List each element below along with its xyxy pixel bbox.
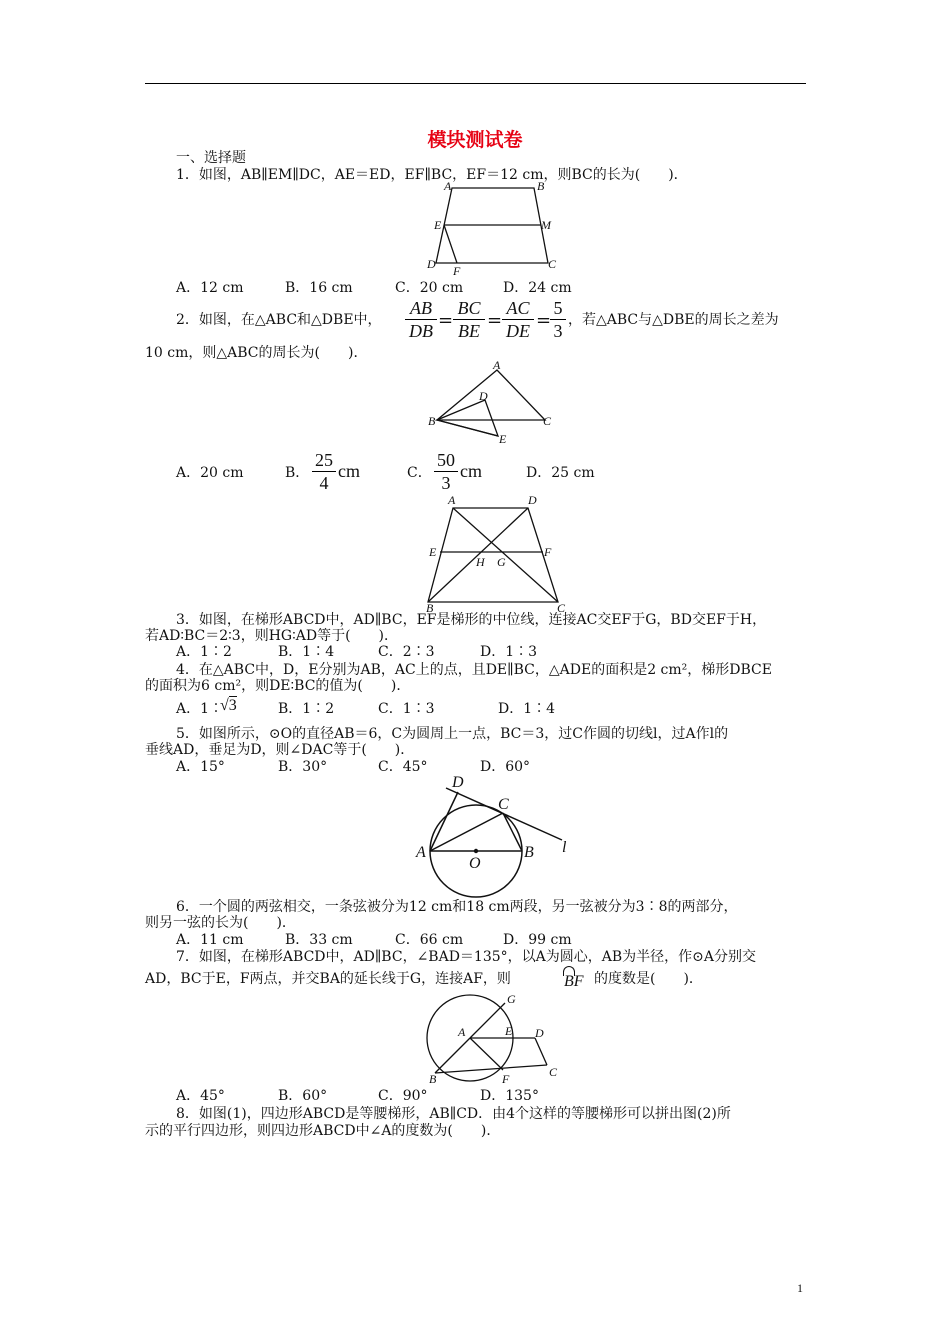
q7-option-d: D．135° bbox=[480, 1088, 539, 1104]
q3-label-a: A bbox=[448, 493, 456, 507]
q3-label-h: H bbox=[476, 555, 485, 569]
q7-label-b: B bbox=[429, 1072, 437, 1085]
section-heading: 一、选择题 bbox=[176, 150, 246, 166]
page-number: 1 bbox=[797, 1281, 803, 1295]
q4-line1: 4．在△ABC中，D，E分别为AB，AC上的点，且DE∥BC，△ADE的面积是2 cm²，梯形DBCE bbox=[176, 662, 772, 678]
q2-option-b-unit: cm bbox=[338, 461, 360, 481]
header-rule bbox=[145, 83, 806, 84]
q5-line2: 垂线AD，垂足为D，则∠DAC等于( )． bbox=[145, 742, 415, 758]
q3-option-a: A．1∶2 bbox=[176, 644, 232, 660]
q1-label-c: C bbox=[548, 257, 557, 271]
q2-option-b-prefix: B． bbox=[285, 465, 310, 481]
q5-option-c: C．45° bbox=[378, 759, 428, 775]
q3-line1: 3．如图，在梯形ABCD中，AD∥BC，EF是梯形的中位线，连接AC交EF于G，BD交EF于H， bbox=[176, 612, 767, 628]
q8-line2: 示的平行四边形，则四边形ABCD中∠A的度数为( )． bbox=[145, 1123, 501, 1139]
q5-figure bbox=[410, 770, 580, 900]
q1-label-f: F bbox=[453, 264, 461, 278]
q7-label-e: E bbox=[505, 1024, 513, 1038]
q7-option-a: A．45° bbox=[176, 1088, 225, 1104]
q6-line2: 则另一弦的长为( )． bbox=[145, 915, 296, 931]
q7-line1: 7．如图，在梯形ABCD中，AD∥BC，∠BAD＝135°，以A为圆心，AB为半径，作⊙A分别交 bbox=[176, 949, 756, 965]
q1-stem: 1．如图，AB∥EM∥DC，AE＝ED，EF∥BC，EF＝12 cm，则BC的长为( )． bbox=[176, 167, 688, 183]
q3-label-g: G bbox=[497, 555, 506, 569]
q3-line2: 若AD∶BC＝2∶3，则HG∶AD等于( )． bbox=[145, 628, 398, 644]
q8-line1: 8．如图(1)，四边形ABCD是等腰梯形，AB∥CD．由4个这样的等腰梯形可以拼出图(2)所 bbox=[176, 1106, 731, 1122]
q5-option-a: A．15° bbox=[176, 759, 225, 775]
q1-option-a: A．12 cm bbox=[176, 280, 244, 296]
q3-option-c: C．2∶3 bbox=[378, 644, 435, 660]
q7-line2b: 的度数是( )． bbox=[594, 971, 703, 987]
q2-option-b-fraction: $\frac{25}{4}$ bbox=[312, 449, 336, 494]
q4-option-b: B．1∶2 bbox=[278, 701, 335, 717]
q4-option-a-radicand: 3 bbox=[228, 697, 237, 714]
q5-label-o: O bbox=[469, 855, 481, 872]
q2-equals: = bbox=[438, 310, 454, 331]
q3-option-b: B．1∶4 bbox=[278, 644, 335, 660]
q2-label-b: B bbox=[428, 414, 436, 428]
sqrt-icon: √3 bbox=[220, 697, 237, 714]
q7-option-c: C．90° bbox=[378, 1088, 428, 1104]
q2-equals: = bbox=[536, 310, 552, 331]
q2-option-c-fraction: $\frac{50}{3}$ bbox=[434, 449, 458, 494]
q5-option-b: B．30° bbox=[278, 759, 328, 775]
q4-line2: 的面积为6 cm²，则DE∶BC的值为( )． bbox=[145, 678, 411, 694]
q2-equals: = bbox=[487, 310, 503, 331]
q2-fraction-bc-be: $\frac{BC}{BE}$ bbox=[453, 297, 485, 342]
q1-label-b: B bbox=[537, 180, 545, 193]
q1-option-c: C．20 cm bbox=[395, 280, 464, 296]
q5-option-d: D．60° bbox=[480, 759, 531, 775]
q7-label-c: C bbox=[549, 1065, 558, 1079]
q2-option-c-unit: cm bbox=[460, 461, 482, 481]
q3-label-b: B bbox=[426, 601, 434, 612]
q2-label-e: E bbox=[499, 432, 507, 446]
q2-line2: 10 cm，则△ABC的周长为( )． bbox=[145, 345, 368, 361]
q6-option-d: D．99 cm bbox=[503, 932, 572, 948]
q7-label-a: A bbox=[458, 1025, 466, 1039]
q7-figure bbox=[415, 990, 575, 1085]
q2-fraction-ab-db: $\frac{AB}{DB}$ bbox=[405, 297, 437, 342]
q6-option-a: A．11 cm bbox=[176, 932, 244, 948]
q6-option-b: B．33 cm bbox=[285, 932, 353, 948]
q1-figure bbox=[420, 180, 570, 280]
q4-option-c: C．1∶3 bbox=[378, 701, 435, 717]
q2-label-d: D bbox=[479, 389, 488, 403]
q7-label-g: G bbox=[507, 992, 516, 1006]
q2-fraction-ac-de: $\frac{AC}{DE}$ bbox=[502, 297, 534, 342]
q5-label-c: C bbox=[498, 796, 509, 813]
q5-label-d: D bbox=[452, 774, 464, 791]
q3-label-e: E bbox=[429, 545, 437, 559]
q7-option-b: B．60° bbox=[278, 1088, 328, 1104]
q7-label-f: F bbox=[502, 1072, 510, 1085]
q3-label-d: D bbox=[528, 493, 537, 507]
q1-option-b: B．16 cm bbox=[285, 280, 353, 296]
q7-line2a: AD，BC于E，F两点，并交BA的延长线于G，连接AF，则 bbox=[145, 971, 511, 987]
q3-label-c: C bbox=[557, 601, 566, 612]
q2-suffix: ，若△ABC与△DBE的周长之差为 bbox=[568, 312, 779, 328]
q1-label-a: A bbox=[444, 180, 452, 193]
page-title: 模块测试卷 bbox=[427, 129, 523, 151]
q5-label-a: A bbox=[416, 844, 426, 861]
q4-option-d: D．1∶4 bbox=[498, 701, 556, 717]
q1-option-d: D．24 cm bbox=[503, 280, 572, 296]
q2-fraction-5-3: $\frac{5}{3}$ bbox=[550, 297, 566, 342]
q3-label-f: F bbox=[544, 545, 552, 559]
q5-label-l: l bbox=[562, 839, 567, 856]
q7-label-d: D bbox=[535, 1026, 544, 1040]
q2-figure bbox=[425, 358, 560, 448]
q2-option-d: D．25 cm bbox=[526, 465, 595, 481]
q5-line1: 5．如图所示，⊙O的直径AB＝6，C为圆周上一点，BC＝3，过C作圆的切线l，过A作l的 bbox=[176, 726, 729, 742]
q7-arc-label: BF bbox=[564, 973, 584, 990]
q5-label-b: B bbox=[524, 844, 534, 861]
q6-line1: 6．一个圆的两弦相交，一条弦被分为12 cm和18 cm两段，另一弦被分为3∶8的两部分， bbox=[176, 899, 738, 915]
q6-option-c: C．66 cm bbox=[395, 932, 464, 948]
q3-option-d: D．1∶3 bbox=[480, 644, 538, 660]
q1-label-e: E bbox=[434, 218, 442, 232]
q2-prefix: 2．如图，在△ABC和△DBE中， bbox=[176, 312, 382, 328]
q2-label-a: A bbox=[493, 358, 501, 372]
q4-option-a-prefix: A．1∶ bbox=[176, 701, 224, 717]
q2-option-c-prefix: C． bbox=[407, 465, 432, 481]
q2-label-c: C bbox=[543, 414, 552, 428]
q1-label-d: D bbox=[427, 257, 436, 271]
q2-option-a: A．20 cm bbox=[176, 465, 244, 481]
q1-label-m: M bbox=[541, 218, 551, 232]
q3-figure bbox=[418, 492, 568, 612]
